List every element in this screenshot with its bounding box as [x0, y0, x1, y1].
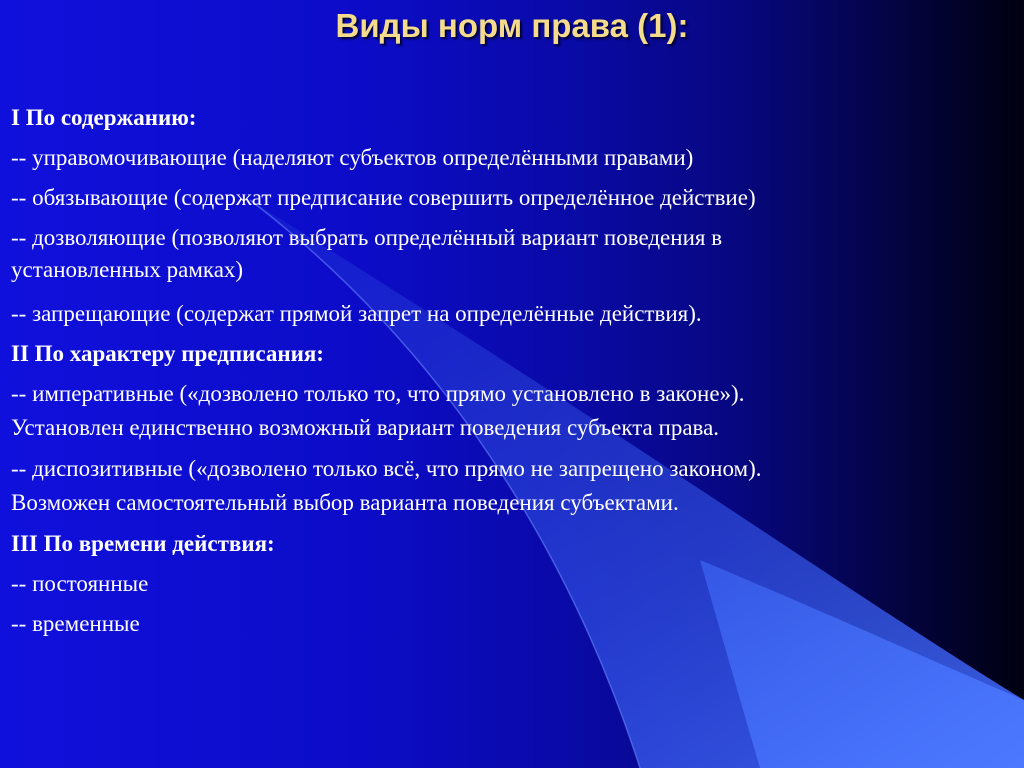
slide-title: Виды норм права (1): [335, 7, 689, 44]
list-item: -- диспозитивные («дозволено только всё, что прямо не запрещено законом). [11, 456, 762, 481]
list-item: -- обязывающие (содержат предписание совершить определённое действие) [11, 185, 756, 210]
list-item-continuation: Установлен единственно возможный вариант поведения субъекта права. [11, 415, 720, 440]
section-heading-content: I По содержанию: [11, 105, 197, 130]
list-item: -- постоянные [11, 571, 149, 596]
list-item: -- управомочивающие (наделяют субъектов определёнными правами) [11, 145, 694, 170]
list-item: -- дозволяющие (позволяют выбрать определённый вариант поведения в [11, 225, 723, 250]
list-item: -- императивные («дозволено только то, что прямо установлено в законе»). [11, 381, 745, 406]
list-item-continuation: Возможен самостоятельный выбор варианта поведения субъектами. [11, 490, 679, 515]
list-item-continuation: установленных рамках) [11, 257, 244, 282]
list-item: -- временные [11, 611, 140, 636]
section-heading-character: II По характеру предписания: [11, 341, 324, 366]
section-heading-time: III По времени действия: [11, 531, 275, 556]
slide-content [11, 104, 1011, 650]
list-item: -- запрещающие (содержат прямой запрет на определённые действия). [11, 301, 702, 326]
